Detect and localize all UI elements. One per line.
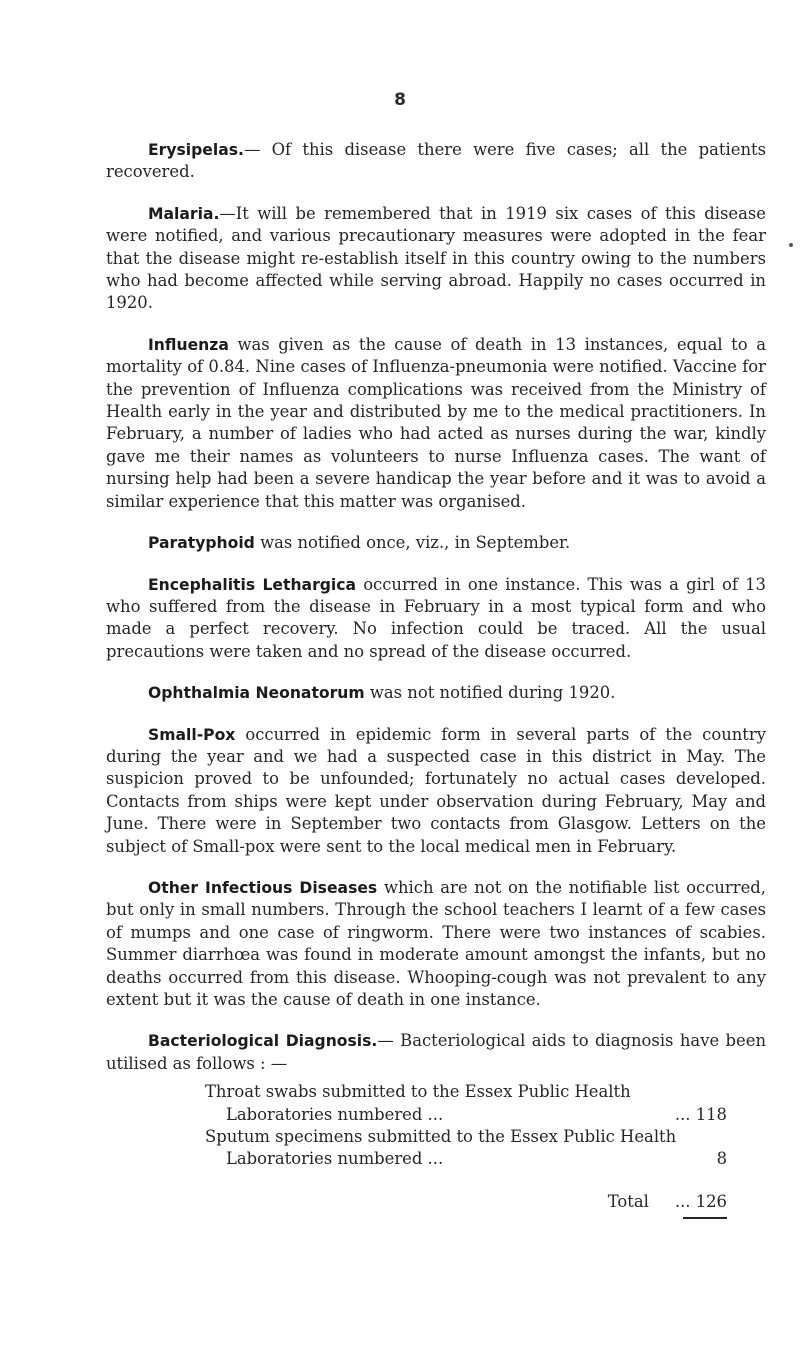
text-malaria: —It will be remembered that in 1919 six cases of this disease were notified, and various precautionary measures were adopted in the fear that the disease might re-establish itself in this country owing to the numbers who had become affected while serving abroad. Happily no cases occurred in 1920. bbox=[106, 203, 766, 313]
heading-paratyphoid: Paratyphoid bbox=[148, 534, 255, 553]
paragraph-other-diseases bbox=[106, 877, 766, 1011]
page-number: 8 bbox=[394, 90, 406, 110]
total-underline bbox=[683, 1217, 727, 1219]
heading-malaria: Malaria. bbox=[148, 204, 220, 223]
row-value: ... 118 bbox=[674, 1104, 727, 1124]
text-encephalitis: occurred in one instance. This was a girl of 13 who suffered from the disease in February in a most typical form and who made a perfect recovery. No infection could be traced. All the usual precautions were taken and no spread of the disease occurred. bbox=[106, 574, 766, 661]
margin-mark bbox=[789, 243, 793, 247]
heading-other-diseases: Other Infectious Diseases bbox=[148, 878, 378, 897]
text-paratyphoid: was notified once, viz., in September. bbox=[254, 533, 571, 553]
row-value: 8 bbox=[716, 1149, 727, 1169]
total-row bbox=[205, 1191, 727, 1213]
text-erysipelas: — Of this disease there were five cases; all the patients recovered. bbox=[106, 140, 766, 182]
text-small-pox: occurred in epidemic form in several parts of the country during the year and we had a suspected case in this district in May. The suspicion proved to be unfounded; fortunately no actual cases developed. Contacts from ships were kept under observation during February, May and June. There were in September two contacts from Glasgow. Letters on the subject of Small-pox were sent to the local medical men in February. bbox=[106, 724, 766, 856]
heading-encephalitis: Encephalitis Lethargica bbox=[148, 575, 357, 594]
row-description: Throat swabs submitted to the Essex Public Health Laboratories numbered ... bbox=[205, 1082, 631, 1124]
heading-influenza: Influenza bbox=[148, 335, 229, 354]
paragraph-bacteriological bbox=[106, 1030, 766, 1075]
paragraph-encephalitis bbox=[106, 574, 766, 664]
total-value: ... 126 bbox=[674, 1191, 727, 1211]
paragraph-influenza bbox=[106, 334, 766, 513]
heading-bacteriological: Bacteriological Diagnosis. bbox=[148, 1032, 378, 1051]
total-label: Total bbox=[607, 1191, 649, 1211]
row-description: Sputum specimens submitted to the Essex Public Health Laboratories numbered ... bbox=[205, 1127, 677, 1169]
heading-ophthalmia: Ophthalmia Neonatorum bbox=[148, 684, 365, 703]
heading-small-pox: Small-Pox bbox=[148, 725, 236, 744]
table-row bbox=[205, 1081, 727, 1126]
text-other-diseases: which are not on the notifiable list occurred, but only in small numbers. Through the school teachers I learnt of a few cases of mumps and one case of ringworm. There were two instances of scabies. Summer diarrhœa was found in moderate amount amongst the infants, but no deaths occurred from this disease. Whooping-cough was not prevalent to any extent but it was the cause of death in one instance. bbox=[106, 877, 767, 1009]
body-text bbox=[106, 139, 766, 1213]
text-influenza: was given as the cause of death in 13 instances, equal to a mortality of 0.84. Nine cases of Influenza-pneumonia were notified. Vaccine for the prevention of Influenza complications was received from the Ministry of Health early in the year and distributed by me to the medical practitioners. In February, a number of ladies who had acted as nurses during the war, kindly gave me their names as volunteers to nurse Influenza cases. The want of nursing help had been a severe handicap the year before and it was to avoid a similar experience that this matter was organised. bbox=[106, 334, 766, 511]
text-ophthalmia: was not notified during 1920. bbox=[364, 683, 616, 703]
paragraph-ophthalmia bbox=[106, 682, 766, 704]
paragraph-erysipelas bbox=[106, 139, 766, 184]
paragraph-paratyphoid bbox=[106, 532, 766, 554]
table-row bbox=[205, 1126, 727, 1171]
bacteriology-table bbox=[106, 1081, 766, 1213]
text-bacteriological: — Bacteriological aids to diagnosis have been utilised as follows : — bbox=[106, 1031, 766, 1073]
paragraph-malaria bbox=[106, 203, 766, 315]
heading-erysipelas: Erysipelas. bbox=[148, 141, 244, 159]
paragraph-small-pox bbox=[106, 724, 766, 858]
